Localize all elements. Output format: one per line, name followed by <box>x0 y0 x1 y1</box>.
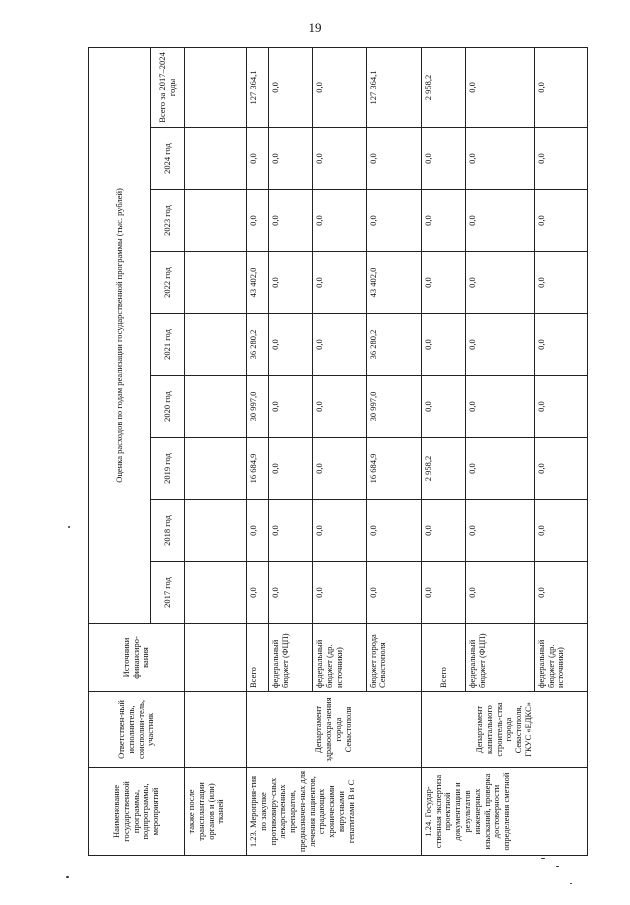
header-year: 2023 год <box>151 190 185 252</box>
header-executor: Ответствен-ный исполнитель, соисполни-тель, участник <box>89 692 185 768</box>
value-cell: 0,0 <box>421 562 465 624</box>
source-cell: федеральный бюджет (др. источники) <box>534 624 587 692</box>
value-cell: 0,0 <box>313 190 366 252</box>
value-cell: 43 402,0 <box>247 252 269 314</box>
value-cell: 0,0 <box>247 562 269 624</box>
value-cell: 0,0 <box>366 128 421 190</box>
value-cell: 0,0 <box>366 190 421 252</box>
value-cell: 0,0 <box>313 500 366 562</box>
value-cell: 0,0 <box>366 562 421 624</box>
value-cell: 0,0 <box>421 252 465 314</box>
value-cell: 30 997,0 <box>366 376 421 438</box>
executor-cell: Департамент капитального строитель-ства города Севастополя, ГКУС «ЕДКС» <box>421 692 587 768</box>
header-year: 2024 год <box>151 128 185 190</box>
value-cell: 0,0 <box>313 562 366 624</box>
value-cell: 0,0 <box>466 438 535 500</box>
value-cell: 0,0 <box>466 562 535 624</box>
value-cell: 127 364,1 <box>247 47 269 127</box>
value-cell: 0,0 <box>534 438 587 500</box>
value-cell: 0,0 <box>421 190 465 252</box>
table-row <box>185 47 247 855</box>
value-cell: 36 280,2 <box>366 314 421 376</box>
rotated-table-area <box>88 48 588 856</box>
measure-name: 1.23. Мероприя-тия по закупке противовиру-сных лекарственных препаратов, предназначен-ных для лечения пациентов, страдающих хроническими вирусными гепатитами В и С <box>247 768 422 856</box>
source-cell: Всего <box>247 624 269 692</box>
value-cell: 0,0 <box>466 252 535 314</box>
header-year: 2017 год <box>151 562 185 624</box>
value-cell: 16 684,9 <box>366 438 421 500</box>
value-cell: 0,0 <box>313 376 366 438</box>
value-cell: 0,0 <box>313 128 366 190</box>
value-cell: 0,0 <box>313 314 366 376</box>
header-year: 2021 год <box>151 314 185 376</box>
executor-cell: Департамент здравоохра-нения города Севастополя <box>247 692 422 768</box>
value-cell: 30 997,0 <box>247 376 269 438</box>
value-cell: 0,0 <box>534 47 587 127</box>
table-row <box>421 47 465 855</box>
value-cell: 0,0 <box>269 190 313 252</box>
header-name: Наименование государственной программы, подпрограммы, мероприятий <box>89 768 185 856</box>
value-cell: 0,0 <box>421 314 465 376</box>
header-year: 2020 год <box>151 376 185 438</box>
value-cell: 0,0 <box>466 128 535 190</box>
page-number: 19 <box>308 20 322 35</box>
value-cell: 0,0 <box>247 190 269 252</box>
value-cell: 0,0 <box>421 500 465 562</box>
measure-name: 1.24. Государ-ственная экспертиза проектной документации и результатов инженерных изысканий, проверка достоверности определения сметной <box>421 768 587 856</box>
value-cell: 2 958,2 <box>421 47 465 127</box>
table-row <box>247 47 269 855</box>
value-cell: 0,0 <box>534 376 587 438</box>
value-cell: 2 958,2 <box>421 438 465 500</box>
value-cell: 0,0 <box>366 500 421 562</box>
value-cell: 0,0 <box>269 47 313 127</box>
value-cell: 0,0 <box>269 252 313 314</box>
value-cell: 0,0 <box>247 128 269 190</box>
value-cell: 0,0 <box>269 500 313 562</box>
value-cell: 0,0 <box>269 438 313 500</box>
value-cell: 0,0 <box>313 47 366 127</box>
value-cell: 0,0 <box>421 128 465 190</box>
value-cell: 0,0 <box>466 47 535 127</box>
header-group: Оценка расходов по годам реализации государственной программы (тыс. рублей) <box>89 47 151 623</box>
value-cell: 36 280,2 <box>247 314 269 376</box>
value-cell: 0,0 <box>466 314 535 376</box>
value-cell: 0,0 <box>421 376 465 438</box>
value-cell: 0,0 <box>247 500 269 562</box>
value-cell: 0,0 <box>534 314 587 376</box>
value-cell: 43 402,0 <box>366 252 421 314</box>
value-cell: 0,0 <box>466 500 535 562</box>
header-year: 2022 год <box>151 252 185 314</box>
header-year-total: Всего за 2017–2024 годы <box>151 47 185 127</box>
header-year: 2019 год <box>151 438 185 500</box>
source-cell: федеральный бюджет (др. источники) <box>313 624 366 692</box>
value-cell: 0,0 <box>313 438 366 500</box>
value-cell: 0,0 <box>269 314 313 376</box>
header-year: 2018 год <box>151 500 185 562</box>
value-cell: 0,0 <box>534 128 587 190</box>
value-cell: 0,0 <box>313 252 366 314</box>
value-cell: 0,0 <box>466 190 535 252</box>
continuation-name: также после трансплантации органов и (или) тканей <box>185 768 247 856</box>
value-cell: 0,0 <box>269 128 313 190</box>
value-cell: 0,0 <box>269 562 313 624</box>
budget-table <box>88 47 588 856</box>
source-cell: федеральный бюджет (ФЦП) <box>466 624 535 692</box>
value-cell: 0,0 <box>466 376 535 438</box>
source-cell: бюджет города Севастополя <box>366 624 421 692</box>
header-source: Источники финансиро-вания <box>89 624 185 692</box>
source-cell: Всего <box>421 624 465 692</box>
value-cell: 0,0 <box>534 252 587 314</box>
value-cell: 0,0 <box>534 562 587 624</box>
value-cell: 0,0 <box>534 500 587 562</box>
value-cell: 0,0 <box>269 376 313 438</box>
value-cell: 0,0 <box>534 190 587 252</box>
source-cell: федеральный бюджет (ФЦП) <box>269 624 313 692</box>
value-cell: 16 684,9 <box>247 438 269 500</box>
value-cell: 127 364,1 <box>366 47 421 127</box>
